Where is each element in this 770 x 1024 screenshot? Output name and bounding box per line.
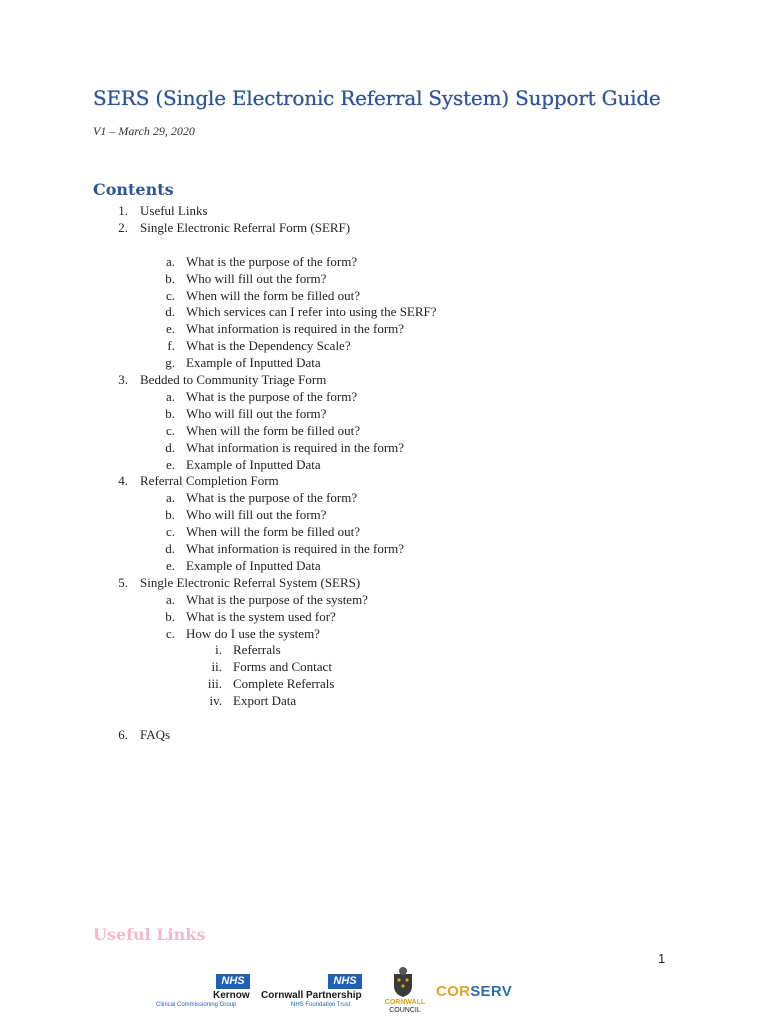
footer-logos	[150, 966, 530, 1024]
toc-entry-text: Single Electronic Referral Form (SERF)	[140, 219, 351, 235]
toc-entry-text: FAQs	[140, 726, 171, 742]
toc-entry-number: a.	[165, 253, 175, 269]
toc-entry-number: g.	[165, 355, 175, 371]
corserv-part-serv: SERV	[470, 983, 513, 1000]
toc-entry-text: Which services can I refer into using the SERF?	[186, 304, 437, 320]
toc-entry-text: Who will fill out the form?	[186, 507, 327, 523]
toc-entry-text: What information is required in the form?	[186, 321, 405, 337]
toc-entry-text: Bedded to Community Triage Form	[140, 372, 327, 387]
toc-entry-number: i.	[215, 642, 222, 658]
cornwall-partnership-name: Cornwall Partnership	[261, 990, 362, 1001]
toc-entry-text: Useful Links	[140, 203, 208, 218]
toc-entry-number: b.	[165, 608, 175, 624]
toc-entry-number: b.	[165, 507, 175, 523]
toc-entry-text: What is the purpose of the form?	[186, 388, 358, 404]
toc-entry-number: e.	[165, 557, 175, 573]
toc-entry-number: iii.	[207, 676, 222, 692]
toc-entry-number: a.	[165, 490, 175, 506]
toc-entry-text: What is the purpose of the system?	[186, 591, 368, 607]
toc-entry-number: 4.	[118, 473, 128, 489]
toc-entry-number: b.	[165, 405, 175, 421]
toc-entry-text: What information is required in the form?	[186, 541, 405, 556]
toc-entry-number: a.	[165, 591, 175, 607]
toc-entry-text: How do I use the system?	[186, 625, 320, 641]
toc-entry-text: Export Data	[233, 693, 297, 709]
toc-entry-text: What is the purpose of the form?	[186, 490, 358, 506]
toc-entry-text: Who will fill out the form?	[186, 405, 327, 421]
nhs-badge: NHS	[328, 974, 362, 989]
toc-entry-number: 6.	[118, 726, 128, 742]
toc-entry-number: c.	[165, 287, 175, 303]
toc-entry-number: e.	[165, 321, 175, 337]
toc-entry-number: c.	[165, 422, 175, 438]
toc-entry-number: d.	[165, 439, 175, 455]
document-title: SERS (Single Electronic Referral System) Support Guide	[93, 86, 661, 110]
nhs-badge: NHS	[216, 974, 250, 989]
toc-entry-number: d.	[165, 304, 175, 320]
toc-entry-text: Complete Referrals	[233, 676, 335, 692]
toc-entry-text: Example of Inputted Data	[186, 557, 321, 573]
toc-entry-number: d.	[165, 541, 175, 556]
toc-entry-text: What is the system used for?	[186, 608, 336, 624]
page-number: 1	[658, 951, 666, 966]
toc-entry-text: Example of Inputted Data	[186, 456, 321, 472]
toc-entry-number: f.	[167, 338, 175, 354]
cornwall-partnership-subtitle: NHS Foundation Trust	[291, 1002, 351, 1008]
toc-entry-text: Example of Inputted Data	[186, 355, 321, 371]
toc-entry-text: Referral Completion Form	[140, 473, 279, 489]
toc-entry-text: Referrals	[233, 642, 281, 658]
toc-entry-number: e.	[165, 456, 175, 472]
council-name-line2: COUNCIL	[389, 1007, 421, 1014]
toc-entry-number: ii.	[211, 659, 222, 675]
toc-entry-number: 1.	[118, 203, 128, 218]
toc-entry-number: a.	[165, 388, 175, 404]
toc-entry-number: iv.	[209, 693, 222, 709]
version-date: V1 – March 29, 2020	[93, 124, 195, 138]
toc-entry-number: b.	[165, 270, 175, 286]
toc-entry-text: What is the purpose of the form?	[186, 253, 358, 269]
toc-entry-text: What information is required in the form?	[186, 439, 405, 455]
council-crest-icon	[390, 966, 416, 998]
corserv-logo	[436, 983, 512, 1000]
toc-entry-text: Forms and Contact	[233, 659, 332, 675]
toc-entry-number: c.	[165, 625, 175, 641]
corserv-part-cor: COR	[436, 983, 471, 1000]
toc-entry-number: 2.	[118, 219, 128, 235]
toc-entry-text: When will the form be filled out?	[186, 524, 361, 540]
toc-entry-text: When will the form be filled out?	[186, 422, 361, 438]
useful-links-heading: Useful Links	[93, 925, 206, 944]
kernow-name: Kernow	[213, 990, 250, 1001]
toc-entry-number: 3.	[118, 372, 128, 387]
toc-entry-text: Single Electronic Referral System (SERS)	[140, 574, 361, 590]
council-name-line1: CORNWALL	[384, 999, 426, 1006]
contents-heading: Contents	[93, 180, 174, 199]
toc-entry-text: When will the form be filled out?	[186, 287, 361, 303]
toc-entry-number: c.	[165, 524, 175, 540]
toc-entry-text: What is the Dependency Scale?	[186, 338, 351, 354]
toc-entry-number: 5.	[118, 574, 128, 590]
toc-entry-text: Who will fill out the form?	[186, 270, 327, 286]
kernow-subtitle: Clinical Commissioning Group	[156, 1002, 237, 1008]
